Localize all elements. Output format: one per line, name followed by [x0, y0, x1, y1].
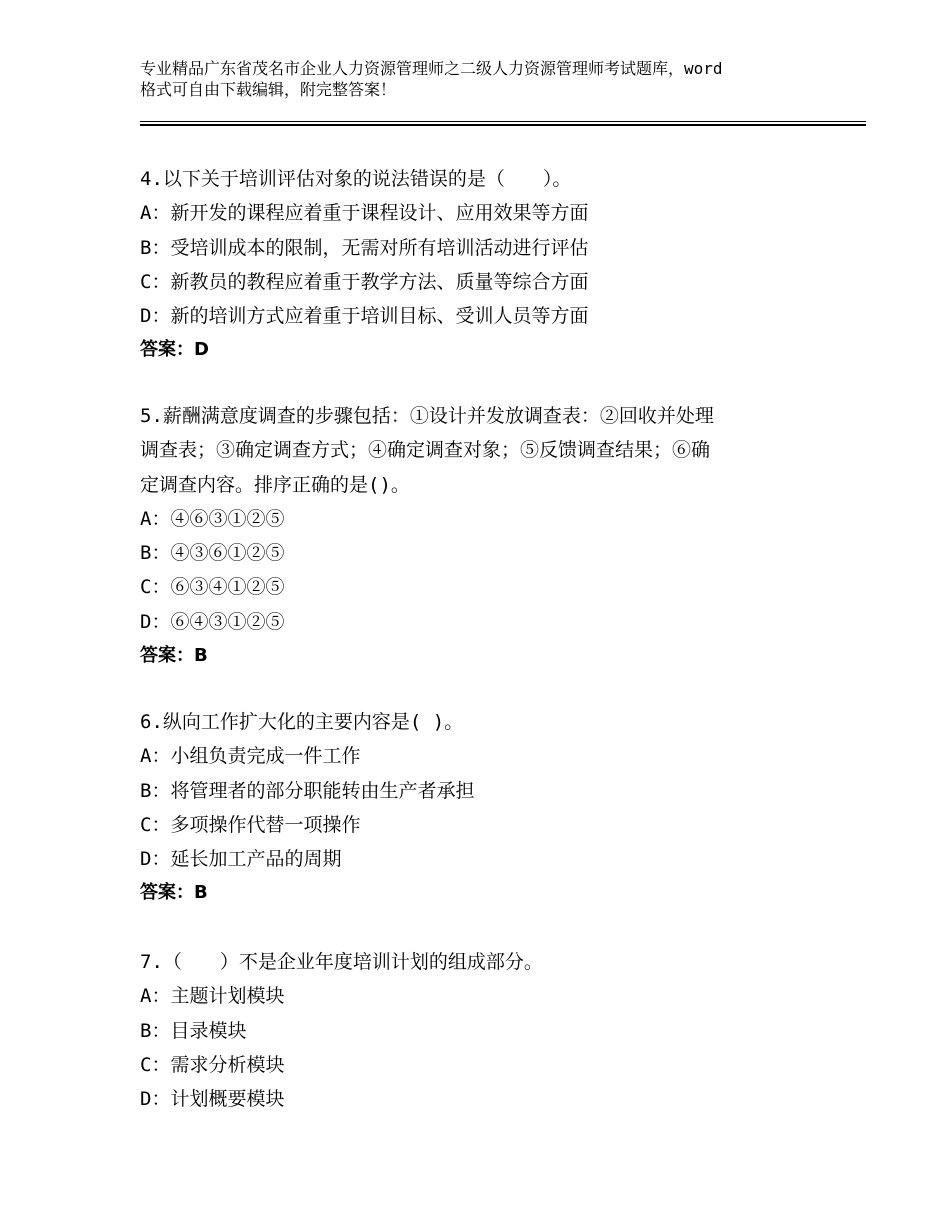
header-line-1: 专业精品广东省茂名市企业人力资源管理师之二级人力资源管理师考试题库，word: [140, 59, 723, 78]
answer-text: 答案：B: [140, 882, 208, 904]
option-d: D：⑥④③①②⑤: [140, 610, 285, 633]
option-d: D：计划概要模块: [140, 1088, 285, 1111]
question-stem-line-2: 调查表；③确定调查方式；④确定调查对象；⑤反馈调查结果；⑥确: [140, 439, 711, 462]
header-line-2: 格式可自由下载编辑，附完整答案！: [140, 80, 397, 99]
question-7: [140, 945, 820, 1116]
option-a: A：小组负责完成一件工作: [140, 745, 361, 768]
question-5: [140, 399, 820, 673]
option-b: B：将管理者的部分职能转由生产者承担: [140, 779, 475, 802]
document-header: [140, 58, 840, 100]
question-stem: 6.纵向工作扩大化的主要内容是( )。: [140, 711, 464, 733]
answer-text: 答案：B: [140, 645, 208, 667]
header-divider-thin: [140, 121, 866, 122]
option-b: B：目录模块: [140, 1019, 247, 1042]
option-c: C：新教员的教程应着重于教学方法、质量等综合方面: [140, 270, 589, 293]
option-d: D：新的培训方式应着重于培训目标、受训人员等方面: [140, 305, 589, 328]
question-6: [140, 705, 820, 911]
option-c: C：多项操作代替一项操作: [140, 813, 361, 836]
question-stem: 4.以下关于培训评估对象的说法错误的是（ ）。: [140, 168, 572, 190]
option-b: B：④③⑥①②⑤: [140, 542, 285, 565]
option-a: A：新开发的课程应着重于课程设计、应用效果等方面: [140, 202, 589, 225]
option-c: C：需求分析模块: [140, 1053, 285, 1076]
question-4: [140, 162, 820, 368]
question-stem: 7.（ ）不是企业年度培训计划的组成部分。: [140, 951, 543, 973]
option-b: B：受培训成本的限制，无需对所有培训活动进行评估: [140, 236, 589, 259]
question-stem-line-3: 定调查内容。排序正确的是()。: [140, 473, 410, 496]
option-a: A：主题计划模块: [140, 985, 285, 1008]
option-c: C：⑥③④①②⑤: [140, 576, 285, 599]
option-d: D：延长加工产品的周期: [140, 848, 342, 871]
question-stem-line-1: 5.薪酬满意度调查的步骤包括：①设计并发放调查表：②回收并处理: [140, 405, 714, 427]
option-a: A：④⑥③①②⑤: [140, 507, 285, 530]
answer-text: 答案：D: [140, 339, 209, 361]
header-divider-thick: [140, 124, 866, 126]
